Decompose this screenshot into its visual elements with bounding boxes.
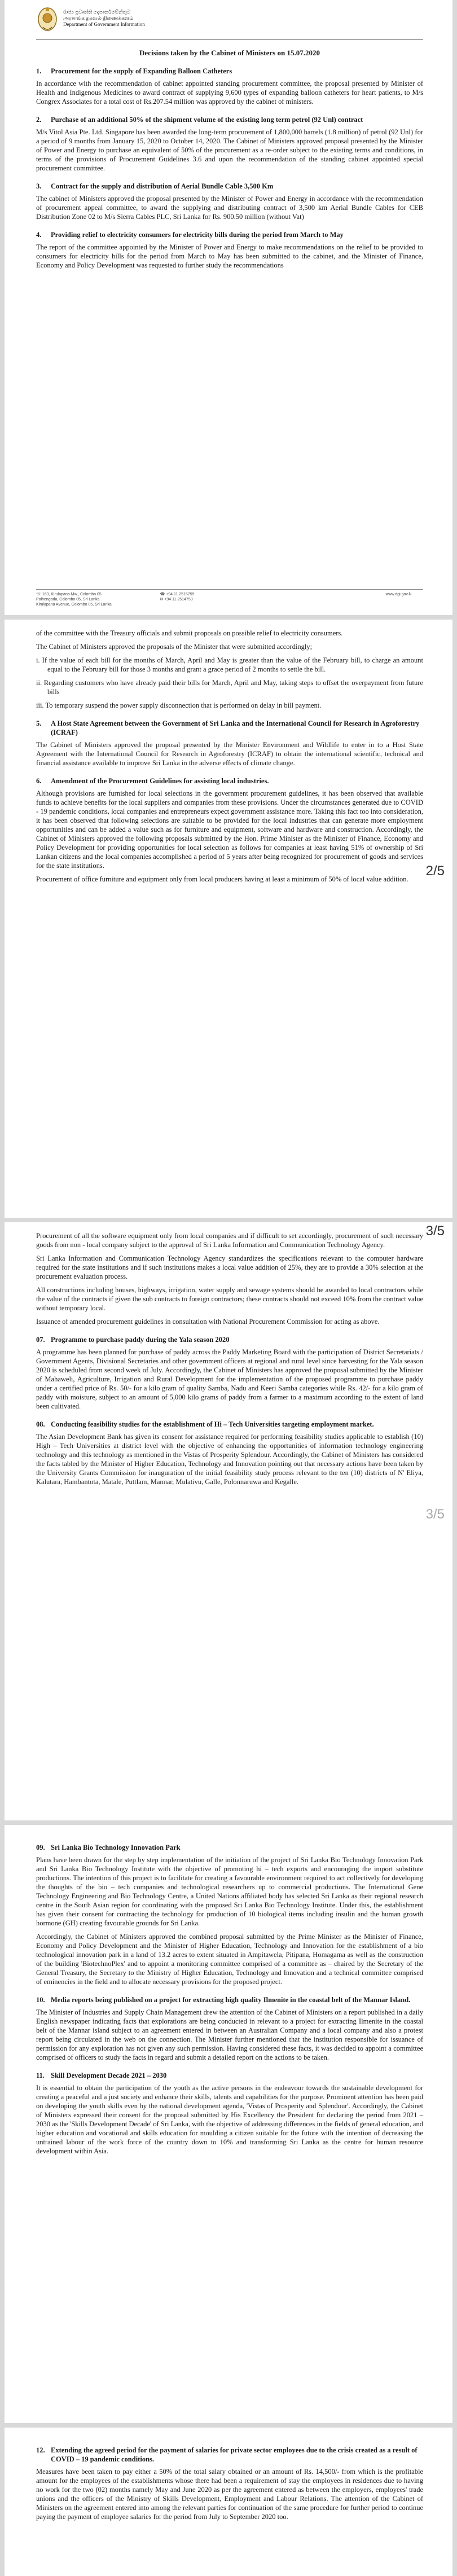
page-footer: ☏ 163, Kirulapana Mw., Colombo 05 Polhengoda, Colombo 05, Sri Lanka Kirulapana Avenue, Colombo 05, Sri Lanka ☎ +94 11 2515759 ✉ +94 11 2514753 www.dgi.gov.lk <box>36 589 423 607</box>
item-9-body-1: Plans have been drawn for the step by step implementation of the initiation of the project of Sri Lanka Bio Technology Innovation Park and Sri Lanka Bio Technology Institute with the objective of promoting hi – tech exports and encouraging the import substitute productions. The intention of this project is to facilitate for creating a favourable environment required to act collectively for developing the thoughts of the bio – tech companies and technological researchers up to commercial productions. The International Gene Technology Engineering and Bio Technology Centre, a United Nations affiliated body has selected Sri Lanka as their regional research centre in the South Asian region for coordinating with the proposed Sri Lanka Bio Technology Institute. Under this, the establishment has given their consent for contracting the technology for production of 10 biological items including insulin and the human growth hormone (GH) creating favourable grounds for Sri Lanka. <box>36 1856 423 1927</box>
item-10-body: The Minister of Industries and Supply Chain Management drew the attention of the Cabinet of Ministers on a report published in a daily English newspaper indicating facts that explorations are being conducted in relevant to a project for extracting Ilmenite in the coastal belt of the Mannar island subject to an agreement entered in between an Australian Company and a local company and also a protest report being circulated in the web on the connection. The Minister further mentioned that the institution responsible for issuance of permission for any exploration has not given any such permission. Having considered these facts, it was decided to appoint a committee comprised of officers to study the facts in regard and submit a detailed report on the actions to be taken. <box>36 2008 423 2061</box>
government-emblem-icon <box>36 6 59 35</box>
item-6-hardware: Sri Lanka Information and Communication Technology Agency standardizes the specifications relevant to the computer hardware required for the state institutions and if such institutions makes a local value addition of 25%, they are to provide a 30% selection at the procurement evaluation process. <box>36 1254 423 1280</box>
page-number: 3/5 <box>425 1223 445 1239</box>
document-page-2 <box>5 620 452 1218</box>
item-4-continued: of the committee with the Treasury officials and submit proposals on possible relief to electricity consumers. <box>36 629 343 637</box>
item-7-body: A programme has been planned for purchase of paddy across the Paddy Marketing Board with the participation of District Secretariats / Government Agents, Divisional Secretaries and other government officers at regional and rural level since harvesting for the Yala season 2020 is scheduled from second week of July. Accordingly, the Cabinet of Ministers has approved the proposal submitted by the Minister of Mahaweli, Agriculture, Irrigation and Rural Development for the implementation of the proposed programme to purchase paddy under a certified price of Rs. 50/- for a kilo gram of quality Samba, Nadu and Keeri Samba categories while Rs. 42/- for a kilo gram of paddy with moisture, subject to an amount of 5,000 kilo grams of paddy from a farmer to a maximum according to the extent of land been cultivated. <box>36 1348 423 1410</box>
item-12-body: Measures have been taken to pay either a 50% of the total salary obtained or an amount of Rs. 14,500/- from which is the profitable amount for the employees of the establishments whose there had been a requirement of stay the employees in residences due to having no work for the two (02) months namely May and June 2020 as per the agreement entered as between the employers, employees' trade unions and the officers of the Ministry of Skills Development, Employment and Labour Relations. The attention of the Cabinet of Ministers on the agreement entered into among the relevant parties for continuation of the same procedure for further period to continue paying the payment of employee salaries for the period from July to September 2020 too. <box>36 2468 423 2521</box>
item-4-point-i: i. If the value of each bill for the months of March, April and May is greater than the value of the February bill, to charge an amount equal to the February bill for those 3 months and grant a grace period of 2 months to settle the bill. <box>36 656 423 673</box>
item-8-body: The Asian Development Bank has given its consent for assistance required for performing feasibility studies applicable to establish (10) High – Tech Universities at district level with the objective of enhancing the opportunities of information technology engineering technology and this technology as mentioned in the Vistas of Prosperity Splendour. Accordingly, the Cabinet of Ministers has considered the facts tabled by the Minister of Higher Education, Technology and Innovation pointing out that necessary actions have been taken by the University Grants Commission for inauguration of the initial feasibility study process relevant to the ten (10) districts of N' Eliya, Kalutara, Hambantota, Matale, Puttlam, Mannar, Mulativu, Galle, Polonnaruwa and Kegalle. <box>36 1433 423 1486</box>
item-6-heading: 6. Amendment of the Procurement Guidelines for assisting local industries. <box>36 777 269 785</box>
item-6-guidelines: Issuance of amended procurement guidelines in consultation with National Procurement Commission for acting as above. <box>36 1318 380 1326</box>
header-line-english: Department of Government Information <box>63 21 145 27</box>
item-10-heading: 10. Media reports being published on a project for extracting high quality Ilmenite in the coastal belt of the Mannar Island. <box>36 1996 411 2004</box>
item-12-heading: 12. Extending the agreed period for the payment of salaries for private sector employees due to the crisis created as a result of COVID – 19 pandemic conditions. <box>36 2446 418 2463</box>
item-9-body-2: Accordingly, the Cabinet of Ministers approved the combined proposal submitted by the Prime Minister as the Minister of Finance, Economy and Policy Development and the Minister of Higher Education, Technology and Innovation for the establishment of a bio technological innovation park in a land of 13.2 acres to extent situated in Ampitawela, Pitipana, Homagama as well as the construction of the building 'BiotechnoPlex' and to appoint a monitoring committee comprised of a committee as – chaired by the Secretary of the General Treasury, the Secretary to the Ministry of Higher Education, Technology and Innovation and a technical committee comprised of eminencies in the field and to allocate necessary provisions for the proposed project. <box>36 1933 423 1986</box>
header-line-tamil: அரசாங்க தகவல் திணைக்களம் <box>63 15 134 21</box>
item-9-heading: 09. Sri Lanka Bio Technology Innovation Park <box>36 1844 181 1851</box>
item-2-heading: 2. Purchase of an additional 50% of the shipment volume of the existing long term petrol (92 Unl) contract <box>36 116 363 124</box>
document-page-4 <box>5 1825 452 2423</box>
item-1-heading: 1. Procurement for the supply of Expanding Balloon Catheters <box>36 67 232 75</box>
item-6-software: Procurement of all the software equipment only from local companies and if difficult to set accordingly, procurement of such necessary goods from non - local company subject to the approval of Sri Lanka Information and Communication Technology Agency. <box>36 1232 423 1249</box>
header-line-sinhala: රාජ්‍ය ප්‍රවෘත්ති දෙපාර්තමේන්තුව <box>63 9 131 15</box>
document-page-1 <box>5 0 452 615</box>
item-6-construction: All constructions including houses, highways, irrigation, water supply and sewage systems should be awarded to local contractors while the value of the contracts if given the sub contracts to foreign contractors; these contracts should not exceed 10% from the contract value without temporary local. <box>36 1286 423 1312</box>
item-11-heading: 11. Skill Development Decade 2021 – 2030 <box>36 2072 167 2079</box>
page-number-faint: 3/5 <box>425 1507 445 1522</box>
item-4-approval: The Cabinet of Ministers approved the proposals of the Minister that were submitted accordingly; <box>36 643 313 651</box>
item-4-body: The report of the committee appointed by the Minister of Power and Energy to make recommendations on the relief to be provided to consumers for electricity bills for the period from March to May has been submitted to the cabinet, and the Minister of Finance, Economy and Policy Development was requested to further study the recommendations <box>36 243 423 269</box>
item-5-body: The Cabinet of Ministers approved the proposal presented by the Minister Environment and Wildlife to enter in to a Host State Agreement with the International Council for Research in Agroforestry (ICRAF) to obtain the international scientific, technical and financial assistance available to improve Sri Lanka in the adverse effects of climate change. <box>36 741 423 767</box>
item-3-body: The cabinet of Ministers approved the proposal presented by the Minister of Power and Energy in accordance with the recommendation of procurement appeal committee, to award the supplying and distributing contract of 3,500 km Aerial Bundle Cables for CEB Distribution Zone 02 to M/s Sierra Cables PLC, Sri Lanka for Rs. 900.50 million (without Vat) <box>36 195 423 221</box>
document-title: Decisions taken by the Cabinet of Ministers on 15.07.2020 <box>139 49 320 57</box>
item-4-heading: 4. Providing relief to electricity consumers for electricity bills during the period from March to May <box>36 231 344 239</box>
item-3-heading: 3. Contract for the supply and distribution of Aerial Bundle Cable 3,500 Km <box>36 182 274 190</box>
item-7-heading: 07. Programme to purchase paddy during the Yala season 2020 <box>36 1336 230 1344</box>
item-1-body: In accordance with the recommendation of cabinet appointed standing procurement committee, the proposal presented by Minister of Health and Indigenous Medicines to award contract of supplying 9,600 types of expanding balloon catheters for heart patients, to M/s Congrex Associates for a total cost of Rs.207.54 million was approved by the cabinet of ministers. <box>36 80 423 106</box>
item-6-body: Although provisions are furnished for local selections in the government procurement guidelines, it has been observed that available funds to achieve benefits for the local suppliers and companies from these provisions. Under the circumstances generated due to COVID - 19 pandemic conditions, local companies and entrepreneurs expect government assistance more. Taking this fact too into consideration, it has been observed that following selections are suitable to be provided for the local industries that can generate more employment opportunities and can be added a value such as for furniture and equipment, software and hardware and construction. Accordingly, the Cabinet of Ministers approved the following proposals submitted by the Hon. Prime Minister as the Minister of Finance, Economy and Policy Development for providing opportunities for local selection as follows for companies at least having 51% of ownership of Sri Lankan citizens and the local companies accomplished a period of 5 years after being recognized for procurement of goods and services for the state institutions. <box>36 789 423 870</box>
item-11-body: It is essential to obtain the participation of the youth as the active persons in the endeavour towards the sustainable development for creating a peaceful and a just society and enhance their skills, talents and capabilities for the purpose. Prominent attention has been paid on developing the youth skills even by the national development agenda, 'Vistas of Prosperity and Splendour'. Accordingly, the Cabinet of Ministers expressed their consent for the proposal submitted by His Excellency the President for declaring the period from 2021 – 2030 as the 'Skills Development Decade' of Sri Lanka, with the objective of addressing differences in the fields of general education, and higher education and vocational and skills education for moulding a citizen suitable for the future with the intention of decreasing the untrained labour of the work force of the country down to 10% and transforming Sri Lanka as the centre for human resource development within Asia. <box>36 2084 423 2155</box>
item-8-heading: 08. Conducting feasibility studies for the establishment of Hi – Tech Universities targeting employment market. <box>36 1420 374 1428</box>
page-number: 2/5 <box>425 863 445 879</box>
item-2-body: M/s Vitol Asia Pte. Ltd. Singapore has been awarded the long-term procurement of 1,800,000 barrels (1.8 million) of petrol (92 Unl) for a period of 9 months from January 15, 2020 to October 14, 2020. The Cabinet of Ministers approved proposal presented by the Minister of Power and Energy to purchase an equivalent of 50% of the procurement as a re-order subject to the existing terms and conditions, in terms of the provisions of Procurement Guidelines 3.6 and upon the recommendation of the standing cabinet appointed special procurement committee. <box>36 128 423 172</box>
document-page-5 <box>5 2428 452 2576</box>
document-page-3 <box>5 1222 452 1820</box>
item-4-point-ii: ii. Regarding customers who have already paid their bills for March, April and May, taking steps to offset the overpayment from future bills <box>36 679 423 696</box>
item-5-heading: 5. A Host State Agreement between the Government of Sri Lanka and the International Council for Research in Agroforestry (ICRAF) <box>36 719 420 736</box>
letterhead <box>36 6 423 45</box>
item-6-furniture: Procurement of office furniture and equipment only from local producers having at least a minimum of 50% of local value addition. <box>36 875 408 883</box>
item-4-point-iii: iii. To temporary suspend the power supply disconnection that is performed on delay in bill payment. <box>36 701 322 709</box>
